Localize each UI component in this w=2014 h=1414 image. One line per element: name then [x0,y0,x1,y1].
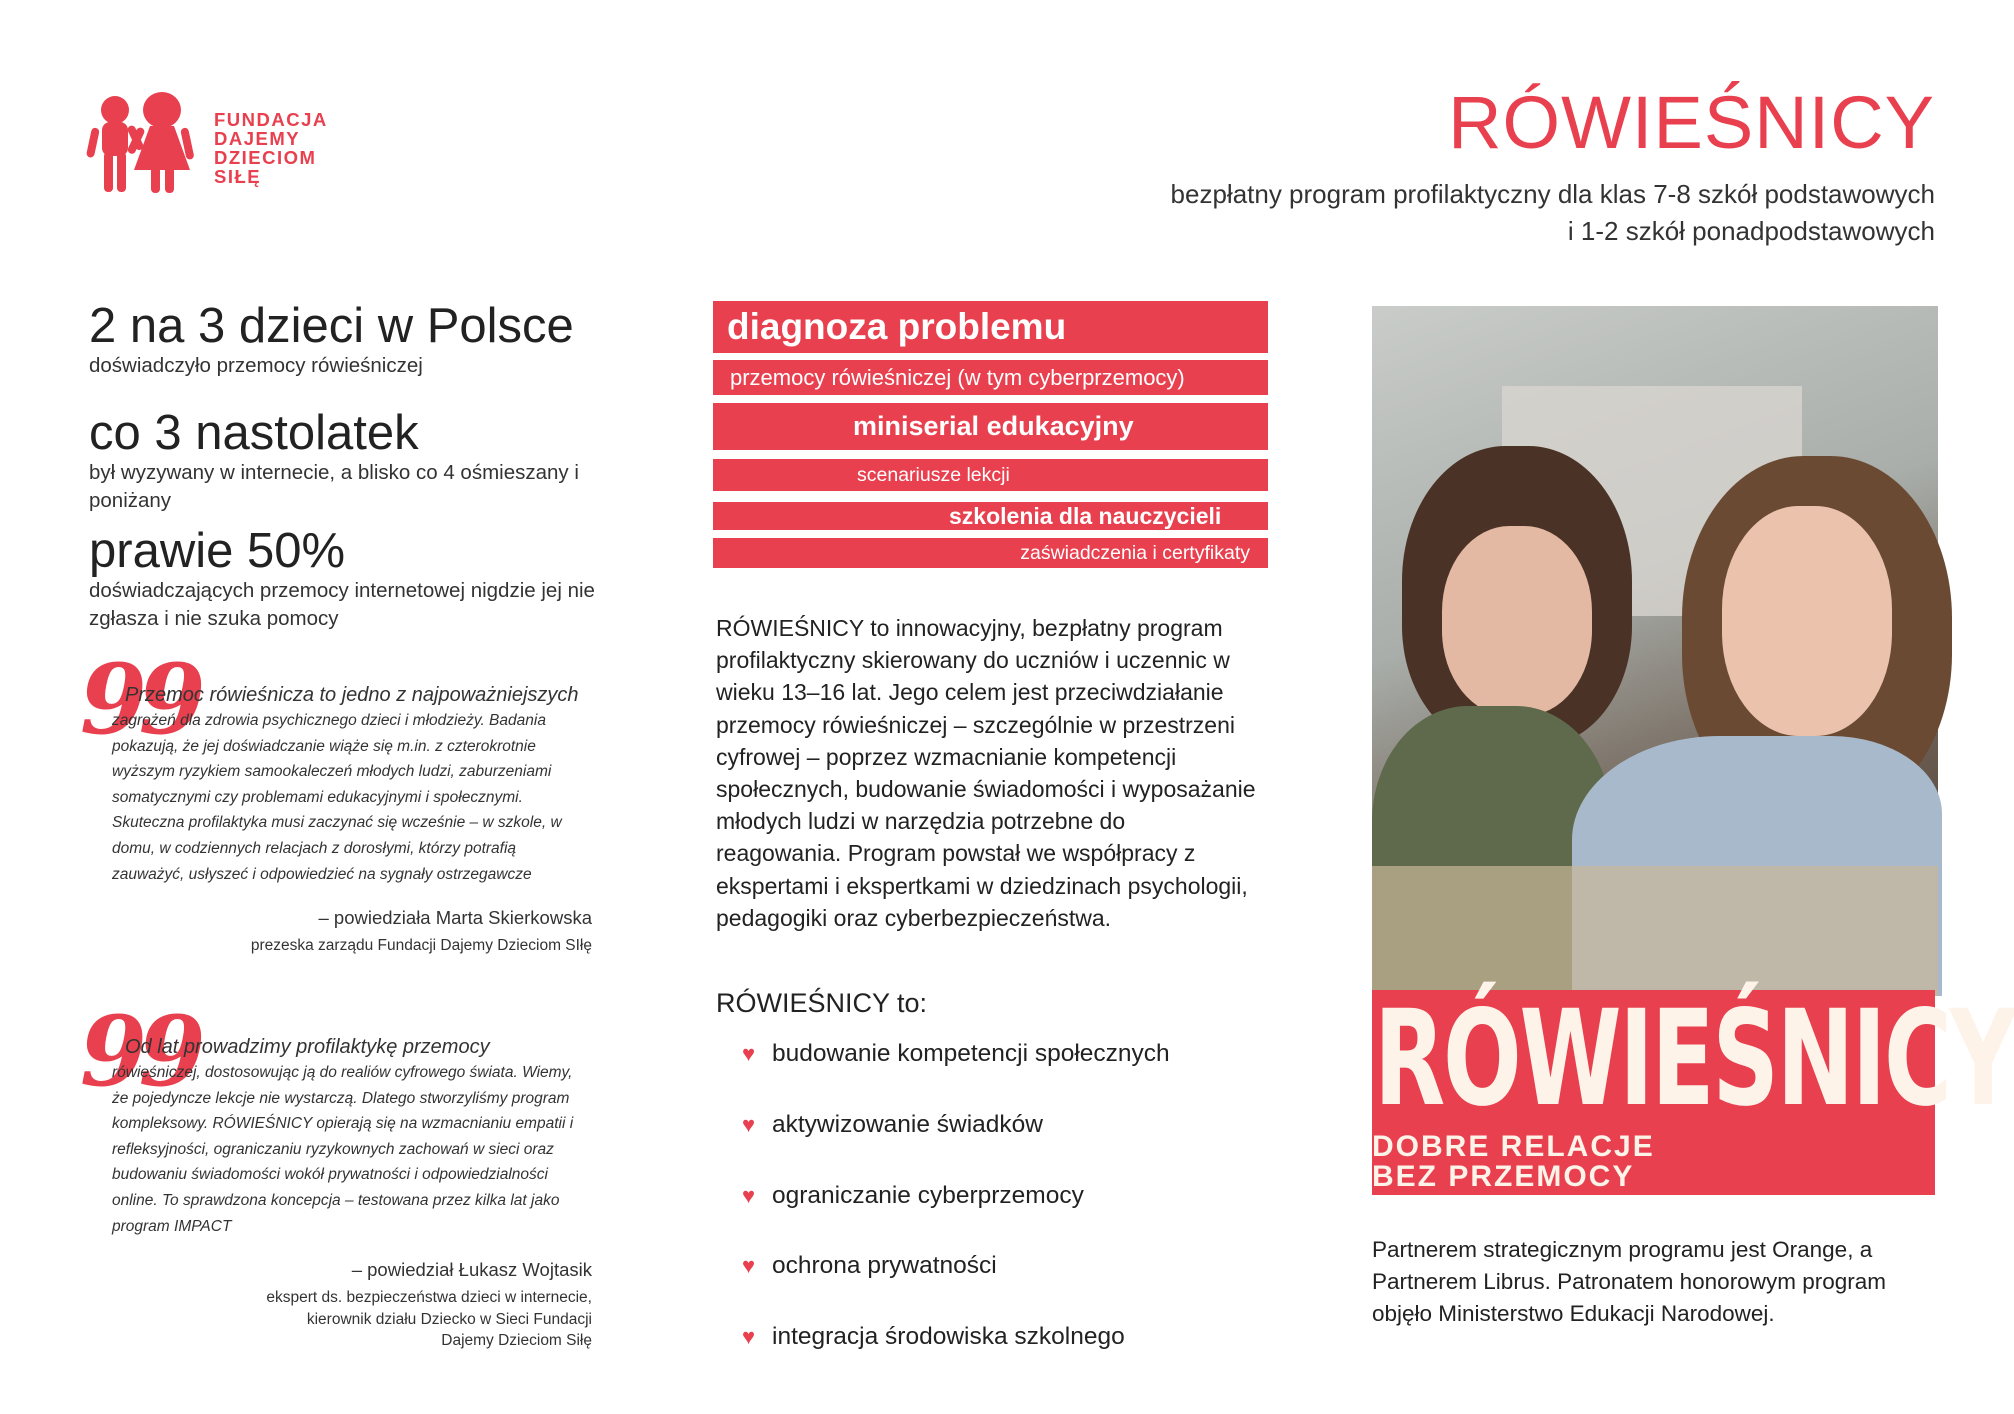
quote-block-1 [80,643,592,957]
quote-mark-icon: 99 [80,643,198,756]
student-right-face-image [1722,506,1892,736]
quote-body: zagrożeń dla zdrowia psychicznego dzieci i młodzieży. Badania pokazują, że jej doświadczanie wiąże się m.in. z czterokrotnie wyższym ryzykiem samookaleczeń młodych ludzi, zaburzeniami somatycznymi czy problemami edukacyjnymi i społecznymi. Skuteczna profilaktyka musi zaczynać się wcześnie – w szkole, w domu, w codziennych relacjach z dorosłymi, którzy potrafią zauważyć, usłyszeć i odpowiedzieć na sygnały ostrzegawcze [112,712,562,883]
quote-first-line: Przemoc rówieśnicza to jedno z najpoważniejszych [125,684,579,706]
subtitle-line: i 1-2 szkół ponadpodstawowych [1567,216,1935,246]
list-item [742,1182,1084,1210]
stat-text: doświadczyło przemocy rówieśniczej [89,354,423,377]
list-item [742,1323,1125,1351]
list-item-label: ograniczanie cyberprzemocy [772,1182,1084,1209]
heart-icon: ♥ [742,1183,756,1208]
stat-2 [89,407,609,515]
desk-image [1372,866,1938,996]
quote-role: prezeska zarządu Fundacji Dajemy Dzieciom SIłę [250,937,592,955]
bar-diagnosis: diagnoza problemu [713,301,1268,353]
subtitle-line: bezpłatny program profilaktyczny dla klas 7-8 szkół podstawowych [1170,179,1935,209]
foundation-logo-children-icon [90,90,202,195]
bar-miniseries: miniserial edukacyjny [713,403,1268,450]
stat-1 [89,300,609,380]
list-item [742,1040,1170,1068]
banner-wordmark: RÓWIEŚNICY [1374,982,2014,1136]
logo-line: FUNDACJA [214,109,328,130]
page-subtitle [1171,176,1935,250]
page-title: RÓWIEŚNICY [1448,81,1935,164]
stat-headline: 2 na 3 dzieci w Polsce [89,299,574,353]
heart-icon: ♥ [742,1041,756,1066]
stat-text: był wyzywany w internecie, a blisko co 4 ośmieszany i poniżany [89,461,579,512]
logo-line: DZIECIOM [214,147,317,168]
list-title: RÓWIEŚNICY to: [716,988,928,1018]
list-item [742,1252,997,1280]
quote-first-line: Od lat prowadzimy profilaktykę przemocy [125,1036,490,1058]
stat-3 [89,525,609,633]
bar-lesson-scenarios: scenariusze lekcji [713,459,1268,491]
heart-icon: ♥ [742,1253,756,1278]
tagline-line: BEZ PRZEMOCY [1372,1160,1635,1193]
foundation-logo-text [214,110,328,186]
logo-line: DAJEMY [214,128,301,149]
list-item-label: aktywizowanie świadków [772,1111,1043,1138]
stat-text: doświadczających przemocy internetowej nigdzie jej nie zgłasza i nie szuka pomocy [89,579,595,630]
heart-icon: ♥ [742,1112,756,1137]
program-description: RÓWIEŚNICY to innowacyjny, bezpłatny program profilaktyczny skierowany do uczniów i uczennic w wieku 13–16 lat. Jego celem jest przeciwdziałanie przemocy rówieśniczej – szczególnie w przestrzeni cyfrowej – poprzez wzmacnianie kompetencji społecznych, budowanie świadomości i wyposażanie młodych ludzi w narzędzia potrzebne do reagowania. Program powstał we współpracy z ekspertami i ekspertkami w dziedzinach psychologii, pedagogiki oraz cyberbezpieczeństwa. [716,615,1256,931]
list-item-label: integracja środowiska szkolnego [772,1323,1125,1350]
stat-headline: co 3 nastolatek [89,406,419,460]
quote-attribution: – powiedziała Marta Skierkowska [318,907,592,929]
bar-peer-violence: przemocy rówieśniczej (w tym cyberprzemocy) [713,360,1268,395]
quote-block-2 [80,995,592,1352]
list-item-label: budowanie kompetencji społecznych [772,1040,1170,1067]
bar-certificates: zaświadczenia i certyfikaty [713,538,1268,568]
heart-icon: ♥ [742,1324,756,1349]
logo-line: SIŁĘ [214,166,262,187]
student-left-face-image [1442,526,1592,716]
stat-headline: prawie 50% [89,524,346,578]
tagline-line: DOBRE RELACJE [1372,1130,1655,1163]
quote-role: ekspert ds. bezpieczeństwa dzieci w internecie, kierownik działu Dziecko w Sieci Fundacji Dajemy Dzieciom Siłę [266,1289,592,1350]
program-logo-banner [1372,982,2014,1195]
quote-attribution: – powiedział Łukasz Wojtasik [351,1259,592,1281]
students-photo [1372,306,1938,992]
banner-tagline [1372,1132,1655,1192]
partners-caption: Partnerem strategicznym programu jest Orange, a Partnerem Librus. Patronatem honorowym program objęło Ministerstwo Edukacji Narodowej. [1372,1237,1886,1326]
list-item-label: ochrona prywatności [772,1252,997,1279]
quote-body: rówieśniczej, dostosowując ją do realiów cyfrowego świata. Wiemy, że pojedyncze lekcje nie wystarczą. Dlatego stworzyliśmy program kompleksowy. RÓWIEŚNICY opierają się na wzmacnianiu empatii i refleksyjności, ograniczaniu ryzykownych zachowań w sieci oraz budowaniu świadomości wokół prywatności i odpowiedzialności online. To sprawdzona koncepcja – testowana przez kilka lat jako program IMPACT [112,1064,574,1235]
list-item [742,1111,1043,1139]
quote-mark-icon: 99 [80,995,198,1108]
bar-teacher-training: szkolenia dla nauczycieli [713,502,1268,530]
